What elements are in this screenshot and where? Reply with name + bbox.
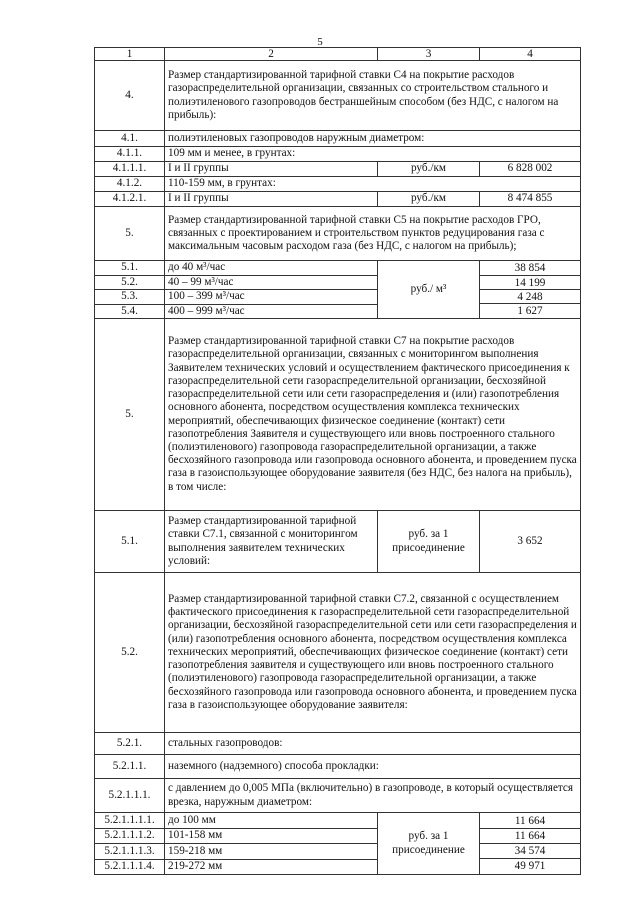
row-number: 5.2. <box>95 573 165 733</box>
row-number: 5.2.1. <box>95 733 165 755</box>
row-number: 5.2.1.1.1.2. <box>95 828 165 844</box>
table-row <box>95 61 581 131</box>
row-number: 5.4. <box>95 304 165 319</box>
row-value: 3 652 <box>480 511 581 573</box>
tariff-table <box>94 47 581 875</box>
row-number: 5. <box>95 319 165 511</box>
table-row <box>95 177 581 192</box>
row-value: 34 574 <box>480 844 580 859</box>
row-description: I и II группы <box>165 192 378 207</box>
row-description: до 40 м³/час <box>165 261 378 276</box>
row-number: 5.2.1.1.1.4. <box>95 859 165 875</box>
table-row <box>95 573 581 733</box>
row-description: 219-272 мм <box>165 859 378 875</box>
row-description: 109 мм и менее, в грунтах: <box>165 147 581 162</box>
row-number: 5.3. <box>95 290 165 305</box>
row-value: 49 971 <box>514 860 546 872</box>
table-row <box>95 779 581 813</box>
row-unit: руб./км <box>378 192 480 207</box>
row-number: 5.1. <box>95 261 165 276</box>
row-description: стальных газопроводов: <box>165 733 581 755</box>
table-row <box>95 755 581 779</box>
header-col-3: 3 <box>378 48 480 61</box>
row-unit: руб./км <box>378 162 480 177</box>
row-description: 100 – 399 м³/час <box>165 290 378 305</box>
row-number: 5.2.1.1. <box>95 755 165 779</box>
row-description: Размер стандартизированной тарифной ставки С4 на покрытие расходов газораспределительной организации, связанных со строительством стального и полиэтиленового газопроводов бестраншейным способом (без НДС, с налогом на прибыль): <box>165 61 581 131</box>
row-description: Размер стандартизированной тарифной ставки С7.2, связанной с осуществлением фактического присоединения к газораспределительной сети газораспределительной организации, бесхозяйной газораспределительной сети или сети газораспределения и (или) газопотребления основного абонента, посредством осуществления комплекса технических мероприятий, обеспечивающих физическое соединение (контакт) сети газопотребления заявителя и существующего или вновь построенного стального (полиэтиленового) газопровода газораспределительной организации, а также бесхозяйного газопровода или газопровода основного абонента, и проведением пуска газа в газоиспользующее оборудование заявителя: <box>165 573 581 733</box>
row-description: полиэтиленовых газопроводов наружным диаметром: <box>165 131 581 147</box>
row-description: Размер стандартизированной тарифной ставки С7.1, связанной с мониторингом выполнения заявителем технических условий: <box>165 511 378 573</box>
row-description: 400 – 999 м³/час <box>165 304 378 319</box>
row-unit: руб./ м³ <box>378 261 480 319</box>
table-row <box>95 147 581 162</box>
row-description: 110-159 мм, в грунтах: <box>165 177 581 192</box>
table-row <box>95 131 581 147</box>
row-description: 40 – 99 м³/час <box>165 275 378 290</box>
row-number: 5.2.1.1.1.1. <box>95 813 165 829</box>
table-row <box>95 319 581 511</box>
row-number: 5.2.1.1.1. <box>95 779 165 813</box>
row-description: 101-158 мм <box>165 828 378 844</box>
row-number: 5. <box>95 207 165 261</box>
row-number: 4.1.1. <box>95 147 165 162</box>
row-description: до 100 мм <box>165 813 378 829</box>
row-description: с давлением до 0,005 МПа (включительно) в газопроводе, в который осуществляется врезка, наружным диаметром: <box>165 779 581 813</box>
row-description: Размер стандартизированной тарифной ставки С7 на покрытие расходов газораспределительной организации, связанных с мониторингом выполнения Заявителем технических условий и осуществлением фактического присоединения к газораспределительной сети газораспределительной организации, бесхозяйной газораспределительной сети или сети газораспределения и (или) газопотребления основного абонента, посредством осуществления комплекса технических мероприятий, обеспечивающих физическое соединение (контакт) сети газопотребления Заявителя и существующего или вновь построенного стального (полиэтиленового) газопровода газораспределительной организации, а также бесхозяйного газопровода или газопровода основного абонента, и проведением пуска газа в газоиспользующее оборудование заявителя (без НДС, без налога на прибыль), в том числе: <box>165 319 581 511</box>
table-row <box>95 162 581 177</box>
row-description: наземного (надземного) способа прокладки: <box>165 755 581 779</box>
row-description: 159-218 мм <box>165 844 378 860</box>
row-number: 5.2. <box>95 275 165 290</box>
page-number: 5 <box>317 36 323 48</box>
row-value: 11 664 <box>480 813 580 829</box>
row-value: 6 828 002 <box>480 162 581 177</box>
row-value: 1 627 <box>517 305 543 317</box>
header-col-1: 1 <box>95 48 165 61</box>
row-number: 4.1.2. <box>95 177 165 192</box>
row-value: 4 248 <box>480 290 580 304</box>
header-col-2: 2 <box>165 48 378 61</box>
row-value: 8 474 855 <box>480 192 581 207</box>
table-row <box>95 511 581 573</box>
row-number: 4.1.1.1. <box>95 162 165 177</box>
row-number: 4. <box>95 61 165 131</box>
value-stack <box>480 813 581 875</box>
row-value: 11 664 <box>480 829 580 844</box>
row-unit: руб. за 1 присоединение <box>378 511 480 573</box>
row-number: 5.2.1.1.1.3. <box>95 844 165 860</box>
table-row <box>95 733 581 755</box>
row-description: Размер стандартизированной тарифной ставки С5 на покрытие расходов ГРО, связанных с проектированием и строительством пунктов редуцирования газа с максимальным часовым расходом газа (без НДС, с налогом на прибыль); <box>165 207 581 261</box>
row-number: 5.1. <box>95 511 165 573</box>
row-number: 4.1. <box>95 131 165 147</box>
table-row <box>95 261 581 276</box>
header-col-4: 4 <box>480 48 581 61</box>
row-value: 38 854 <box>480 261 580 276</box>
row-unit: руб. за 1 присоединение <box>378 813 480 875</box>
table-row <box>95 813 581 829</box>
table-row <box>95 207 581 261</box>
row-value: 14 199 <box>480 276 580 290</box>
value-stack <box>480 261 581 319</box>
header-row <box>95 48 581 61</box>
table-row <box>95 192 581 207</box>
row-description: I и II группы <box>165 162 378 177</box>
row-number: 4.1.2.1. <box>95 192 165 207</box>
